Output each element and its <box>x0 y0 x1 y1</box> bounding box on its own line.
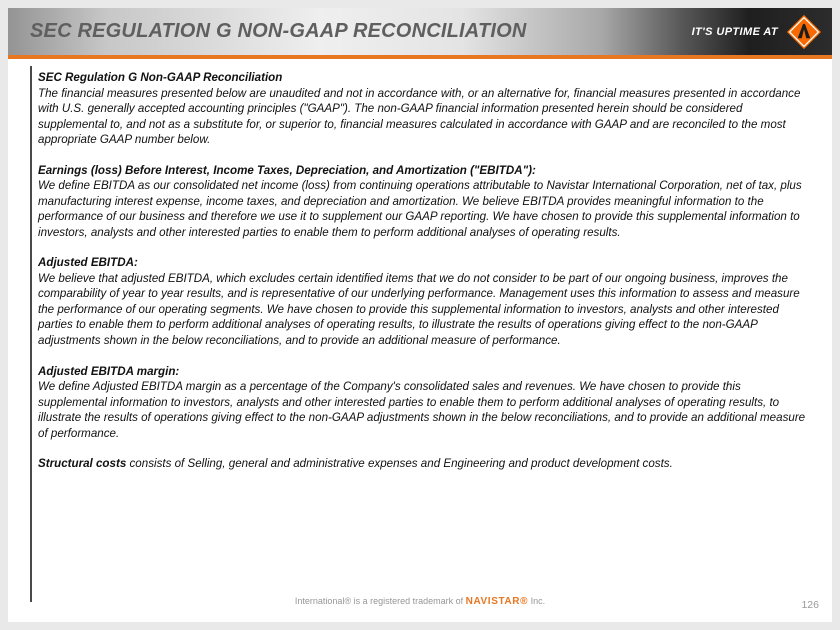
page-number: 126 <box>801 599 819 611</box>
page-title: SEC REGULATION G NON-GAAP RECONCILIATION <box>30 20 527 42</box>
section-body: The financial measures presented below are unaudited and not in accordance with, or an alternative for, financial measures presented in accordance with U.S. generally accepted accounting principles ("GAAP"). The non-GAAP financial information presented herein should be considered supplemental to, and not as a substitute for, or superior to, financial measures calculated in accordance with GAAP and are reconciled to the most appropriate GAAP number below. <box>38 86 801 147</box>
section-structural-costs <box>38 456 806 472</box>
section-adjusted-ebitda <box>38 255 806 348</box>
section-body: We define Adjusted EBITDA margin as a percentage of the Company's consolidated sales and revenues. We have chosen to provide this supplemental information to investors, analysts and other interested parties to enable them to perform additional analyses of operating results, to illustrate the results of operations giving effect to the non-GAAP adjustments shown in the below reconciliations, and to provide an additional measure of performance. <box>38 380 806 440</box>
navistar-diamond-icon <box>786 14 822 50</box>
section-ebitda <box>38 163 806 241</box>
slide <box>8 8 832 622</box>
slide-body <box>38 70 806 487</box>
slide-header <box>8 8 832 55</box>
section-heading: Adjusted EBITDA: <box>38 256 138 270</box>
navistar-wordmark: NAVISTAR® <box>465 596 529 607</box>
section-heading: Structural costs <box>38 457 127 471</box>
footer-trademark <box>8 596 832 607</box>
section-sec-regulation <box>38 70 806 148</box>
section-adjusted-ebitda-margin <box>38 364 806 442</box>
brand-area <box>692 14 832 50</box>
uptime-tagline: IT'S UPTIME AT <box>691 25 778 38</box>
trademark-suffix: Inc. <box>530 596 546 606</box>
left-accent-line <box>30 66 32 602</box>
section-body: consists of Selling, general and administrative expenses and Engineering and product development costs. <box>126 457 673 471</box>
section-heading: SEC Regulation G Non-GAAP Reconciliation <box>38 71 283 84</box>
section-body: We define EBITDA as our consolidated net income (loss) from continuing operations attributable to Navistar International Corporation, net of tax, plus manufacturing interest expense, income taxes, and depreciation and amortization. We believe EBITDA provides meaningful information to the performance of our business and therefore we use it to supplement our GAAP reporting. We have chosen to provide this supplemental information to investors, analysts and other interested parties to enable them to perform additional analyses of operating results. <box>38 179 802 239</box>
orange-divider <box>8 55 832 59</box>
trademark-text: International® is a registered trademark of <box>294 596 464 606</box>
section-heading: Earnings (loss) Before Interest, Income Taxes, Depreciation, and Amortization ("EBITDA"): <box>38 163 536 177</box>
section-heading: Adjusted EBITDA margin: <box>38 364 180 378</box>
section-body: We believe that adjusted EBITDA, which excludes certain identified items that we do not consider to be part of our ongoing business, improves the comparability of year to year results, and is representative of our underlying performance. Management uses this information to assess and measure the performance of our operating segments. We have chosen to provide this supplemental information to investors, analysts and other interested parties to enable them to perform additional analyses of operating results, to illustrate the results of operations giving effect to the non-GAAP adjustments shown in the below reconciliations, and to provide an additional measure of performance. <box>38 271 800 347</box>
